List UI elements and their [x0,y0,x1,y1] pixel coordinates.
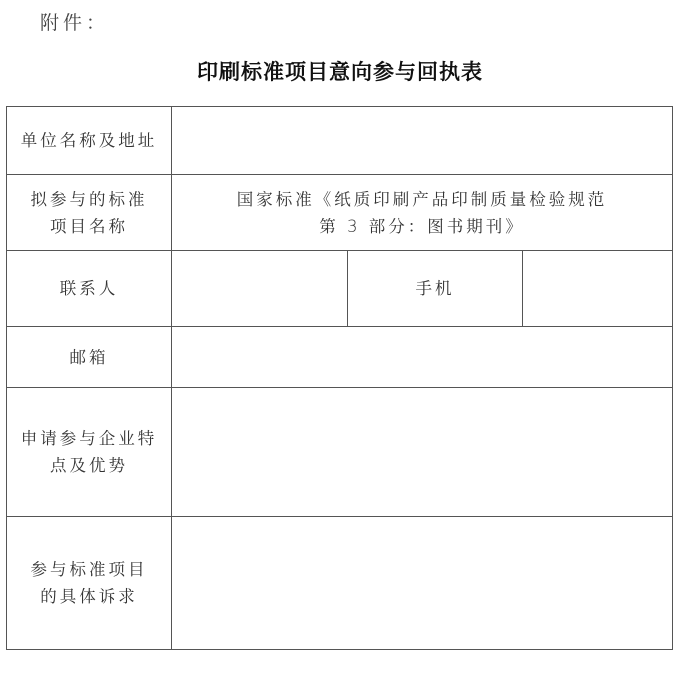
form-title: 印刷标准项目意向参与回执表 [197,60,483,84]
standard-project-name-label [7,175,172,251]
email-field[interactable] [172,327,673,388]
value-line: 国家标准《纸质印刷产品印制质量检验规范 [236,189,608,209]
form-row-email [7,327,673,388]
attachment-label: 附件： [40,12,110,34]
organization-name-address-field[interactable] [172,107,673,175]
form-row-contact [7,251,673,327]
organization-name-address-label: 单位名称及地址 [7,107,172,175]
specific-demands-label [7,517,172,650]
participation-reply-form [6,106,673,650]
form-row-organization [7,107,673,175]
mobile-phone-field[interactable] [523,251,673,327]
form-row-standard-project [7,175,673,251]
standard-project-name-value [172,175,673,251]
contact-person-label: 联系人 [7,251,172,327]
company-features-advantages-field[interactable] [172,388,673,517]
label-line: 的具体诉求 [40,587,138,606]
company-features-advantages-label [7,388,172,517]
label-line: 申请参与企业特 [20,429,158,448]
label-line: 参与标准项目 [30,560,148,579]
mobile-phone-label: 手机 [348,251,523,327]
form-row-demands [7,517,673,650]
contact-person-field[interactable] [172,251,348,327]
value-line: 第 3 部分：图书期刊》 [319,216,525,236]
form-row-advantages [7,388,673,517]
label-line: 项目名称 [50,216,128,236]
email-label: 邮箱 [7,327,172,388]
specific-demands-field[interactable] [172,517,673,650]
label-line: 点及优势 [50,456,128,475]
label-line: 拟参与的标准 [30,189,148,209]
